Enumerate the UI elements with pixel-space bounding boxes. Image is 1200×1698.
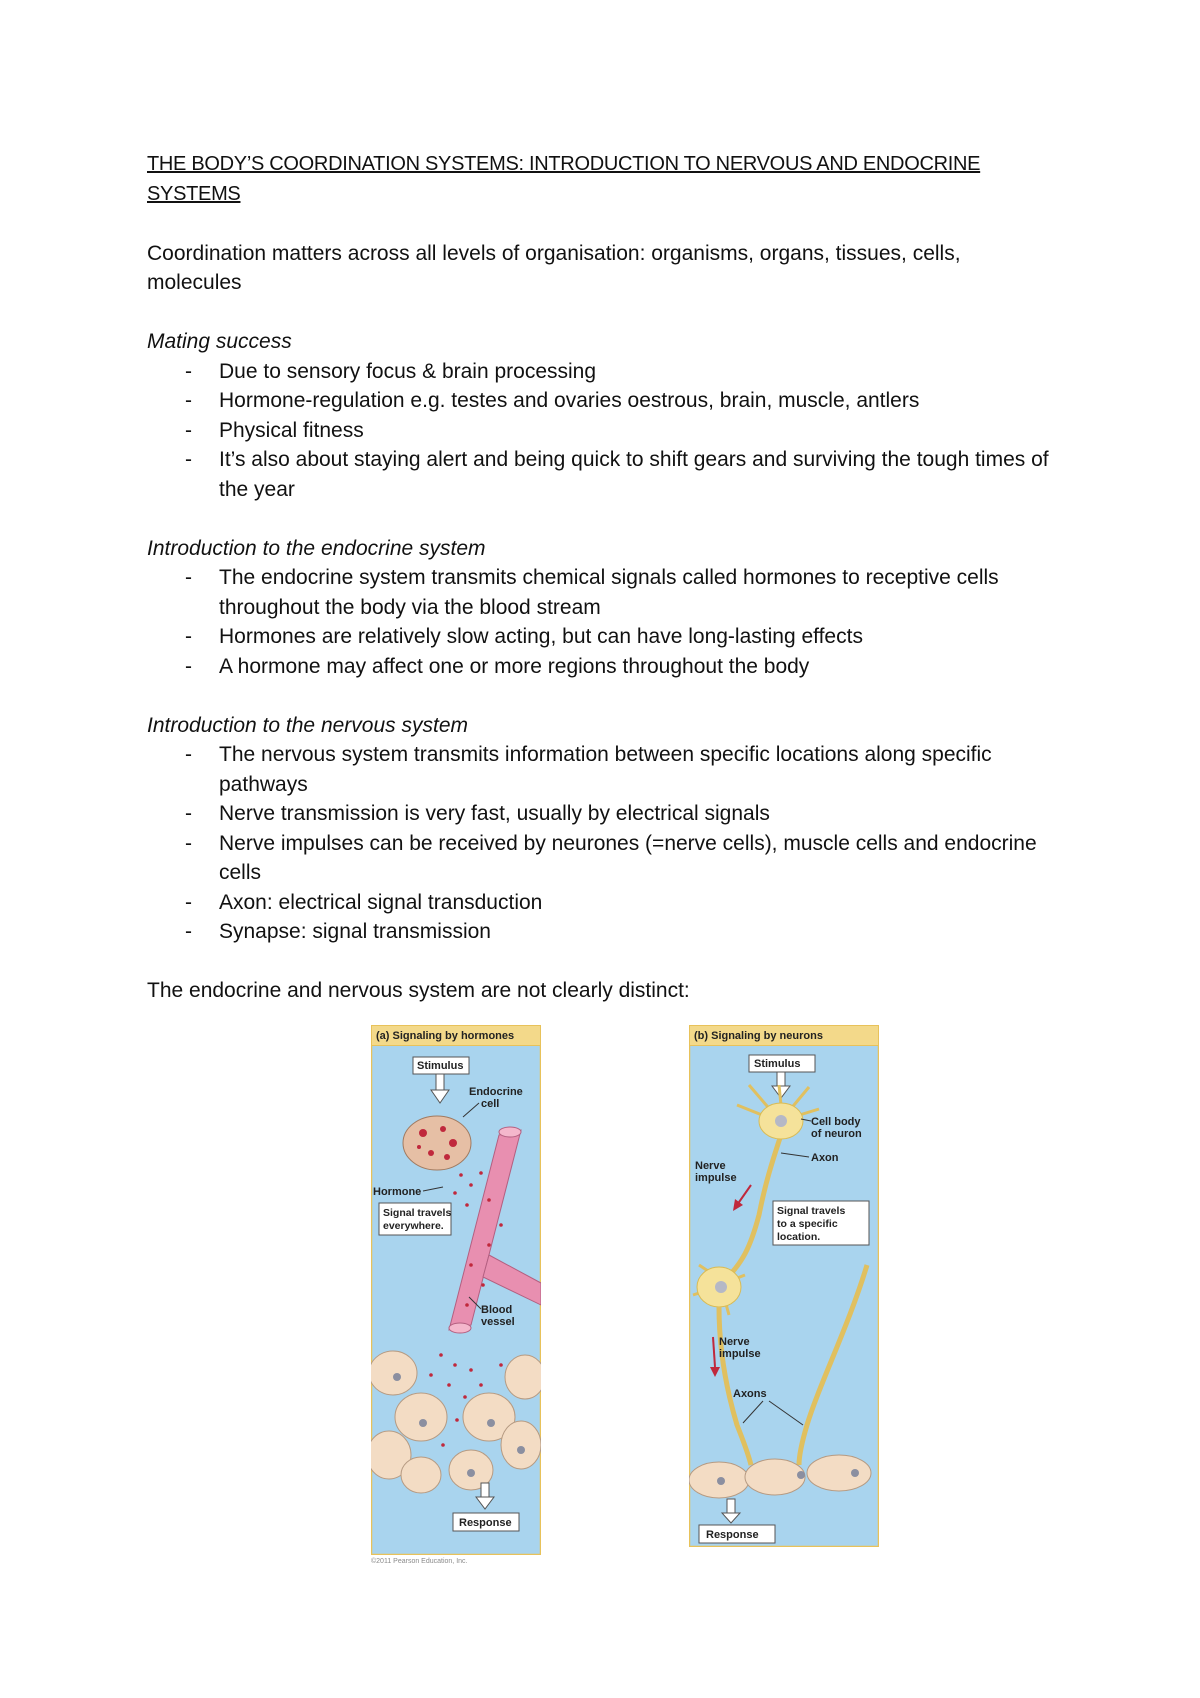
figure-b-signal-line-3: location. xyxy=(777,1231,821,1243)
figure-b-axon: Axon xyxy=(811,1152,839,1164)
list-item: - Due to sensory focus & brain processing xyxy=(185,359,597,383)
list-item: - Nerve transmission is very fast, usually by electrical signals xyxy=(185,802,770,825)
figure-a-endocrine-label-2: cell xyxy=(481,1098,500,1110)
figure-a-endocrine-label-1: Endocrine xyxy=(469,1086,523,1098)
hormone-signaling-figure xyxy=(371,1025,541,1565)
figure-b-signal-line-1: Signal travels xyxy=(777,1205,846,1217)
figure-b-impulse2-1: Nerve xyxy=(719,1336,750,1348)
list-item: - A hormone may affect one or more regions throughout the body xyxy=(185,654,810,678)
figure-b-cell-body-1: Cell body xyxy=(811,1116,861,1128)
figure-b-stimulus: Stimulus xyxy=(754,1058,801,1070)
figure-a-title: (a) Signaling by hormones xyxy=(376,1030,515,1042)
list-item: - The nervous system transmits information between specific locations along specific pathways xyxy=(185,743,992,796)
document-body xyxy=(147,150,1057,1006)
figure-b-response: Response xyxy=(706,1529,759,1541)
title-line-1: THE BODY’S COORDINATION SYSTEMS: INTRODUCTION TO NERVOUS AND ENDOCRINE xyxy=(147,153,981,175)
closing-paragraph: The endocrine and nervous system are not clearly distinct: xyxy=(147,979,690,1002)
section-heading-endocrine: Introduction to the endocrine system xyxy=(147,536,486,560)
document-title xyxy=(147,150,1057,209)
list-item: - Physical fitness xyxy=(185,418,364,442)
list-item: - Synapse: signal transmission xyxy=(185,920,491,943)
figure-b-impulse1-1: Nerve xyxy=(695,1160,726,1172)
figure-copyright: ©2011 Pearson Education, Inc. xyxy=(371,1558,468,1565)
figure-b-axons: Axons xyxy=(733,1388,767,1400)
list-item: - Hormones are relatively slow acting, but can have long-lasting effects xyxy=(185,625,863,648)
figure-a-stimulus: Stimulus xyxy=(417,1060,464,1072)
endocrine-list xyxy=(147,563,1057,681)
figure-a-vessel-label-1: Blood xyxy=(481,1304,513,1316)
figure-a-hormone-label: Hormone xyxy=(373,1186,422,1198)
figure-a-vessel-label-2: vessel xyxy=(481,1316,515,1328)
neuron-signaling-figure xyxy=(689,1025,879,1547)
figure-area xyxy=(0,1015,1200,1575)
intro-paragraph: Coordination matters across all levels of organisation: organisms, organs, tissues, cells, molecules xyxy=(147,241,961,294)
figure-b-cell-body-2: of neuron xyxy=(811,1128,862,1140)
figure-a-signal-line-1: Signal travels xyxy=(383,1207,452,1219)
section-heading-mating: Mating success xyxy=(147,330,292,353)
figure-a-response: Response xyxy=(459,1517,512,1529)
title-line-2: SYSTEMS xyxy=(147,182,241,205)
nervous-list xyxy=(147,740,1057,947)
endocrine-cell-icon xyxy=(403,1116,471,1170)
mating-list xyxy=(147,357,1057,505)
figure-a-signal-line-2: everywhere. xyxy=(383,1220,444,1232)
list-item: - It’s also about staying alert and being quick to shift gears and surviving the tough times of the year xyxy=(185,448,1049,501)
list-item: - Hormone-regulation e.g. testes and ovaries oestrous, brain, muscle, antlers xyxy=(185,389,920,412)
figure-b-impulse2-2: impulse xyxy=(719,1348,761,1360)
figure-b-impulse1-2: impulse xyxy=(695,1172,737,1184)
figure-b-signal-line-2: to a specific xyxy=(777,1218,838,1230)
figure-b-title: (b) Signaling by neurons xyxy=(694,1030,823,1042)
list-item: - Nerve impulses can be received by neurones (=nerve cells), muscle cells and endocrine cells xyxy=(185,831,1037,884)
section-heading-nervous: Introduction to the nervous system xyxy=(147,713,468,737)
list-item: - The endocrine system transmits chemical signals called hormones to receptive cells throughout the body via the blood stream xyxy=(185,566,999,619)
list-item: - Axon: electrical signal transduction xyxy=(185,890,543,914)
